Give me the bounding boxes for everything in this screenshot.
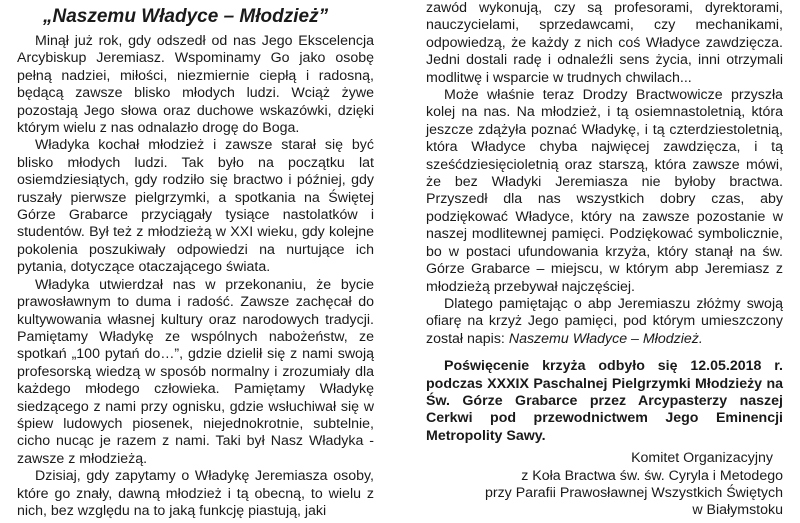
paragraph-4-continued: zawód wykonują, czy są profesorami, dyrektorami, nauczycielami, sprzedawcami, czy mechanikami, odpowiedzą, że każdy z nich coś Władyce zawdzięcza. Jedni dostali radę i odnaleźli sens życia, inni otrzymali modlitwę i wsparcie w trudnych chwilach... [426,0,783,86]
paragraph-5: Może właśnie teraz Drodzy Bractwowicze przyszła kolej na nas. Na młodzież, i tą osiemnastoletnią, która jeszcze zdążyła poznać Władykę, i tą czterdziestoletnią, która Władyce chyba najwięcej zawdzięcza, i tą sześćdziesięcioletnią oraz starszą, która zawsze mówi, że bez Władyki Jeremiasza nie byłoby bractwa. Przyszedł dla nas wszystkich dobry czas, aby podziękować Władyce, który na zawsze pozostanie w naszej modlitewnej pamięci. Podziękować symbolicznie, bo w postaci ufundowania krzyża, który stanął na św. Górze Grabarce – miejscu, w którym abp Jeremiasz z młodzieżą przebywał najczęściej. [426,87,783,295]
left-column [17,0,374,520]
paragraph-1: Minął już rok, gdy odszedł od nas Jego Ekscelencja Arcybiskup Jeremiasz. Wspominamy Go jako osobę pełną nadziei, miłości, niezmiernie ciepłą i radosną, będącą zawsze blisko młodych ludzi. Wciąż żywe pozostają Jego słowa oraz duchowe wskazówki, dzięki którym wielu z nas odnalazło drogę do Boga. [17,33,374,137]
cross-inscription: Naszemu Władyce – Młodzież. [508,330,703,347]
paragraph-6 [426,296,783,348]
article-title: „Naszemu Władyce – Młodzież” [43,6,329,27]
signature-line-3: przy Parafii Prawosławnej Wszystkich Świętych [484,484,783,501]
signature-line-2: z Koła Bractwa św. św. Cyryla i Metodego [521,467,783,484]
right-column [426,0,783,520]
signature-line-4: w Białymstoku [692,502,783,519]
consecration-note: Poświęcenie krzyża odbyło się 12.05.2018 r. podczas XXXIX Paschalnej Pielgrzymki Młodzieży na Św. Górze Grabarce przez Arcypasterzy naszej Cerkwi pod przewodnictwem Jego Eminencji Metropolity Sawy. [426,358,783,444]
paragraph-6-text: Dlatego pamiętając o abp Jeremiaszu złóżmy swoją ofiarę na krzyż Jego pamięci, pod którym umieszczony został napis: [426,295,783,347]
paragraph-4: Dzisiaj, gdy zapytamy o Władykę Jeremiasza osoby, które go znały, dawną młodzież i tą obecną, to wielu z nich, bez względu na to jaką funkcję piastują, jaki [17,468,374,519]
paragraph-2: Władyka kochał młodzież i zawsze starał się być blisko młodych ludzi. Tak było na początku lat osiemdziesiątych, gdy rodziło się bractwo i później, gdy ruszały pierwsze pielgrzymki, a spotkania na Świętej Górze Grabarce przyciągały tysiące nastolatków i studentów. Był też z młodzieżą w XXI wieku, gdy kolejne pokolenia poszukiwały odpowiedzi na nurtujące ich pytania, dotyczące otaczającego świata. [17,137,374,276]
paragraph-3: Władyka utwierdzał nas w przekonaniu, że bycie prawosławnym to duma i radość. Zawsze zachęcał do kultywowania własnej kultury oraz narodowych tradycji. Pamiętamy Władykę ze wspólnych nabożeństw, ze spotkań „100 pytań do…”, gdzie dzielił się z nami swoją profesorską wiedzą w sposób normalny i zrozumiały dla każdego młodego człowieka. Pamiętamy Władykę siedzącego z nami przy ognisku, gdzie wsłuchiwał się w śpiew ludowych piosenek, niejednokrotnie, subtelnie, cicho nucąc je razem z nami. Taki był Nasz Władyka - zawsze z młodzieżą. [17,276,374,467]
signature-line-1: Komitet Organizacyjny [631,450,773,467]
signature-block [426,450,783,520]
